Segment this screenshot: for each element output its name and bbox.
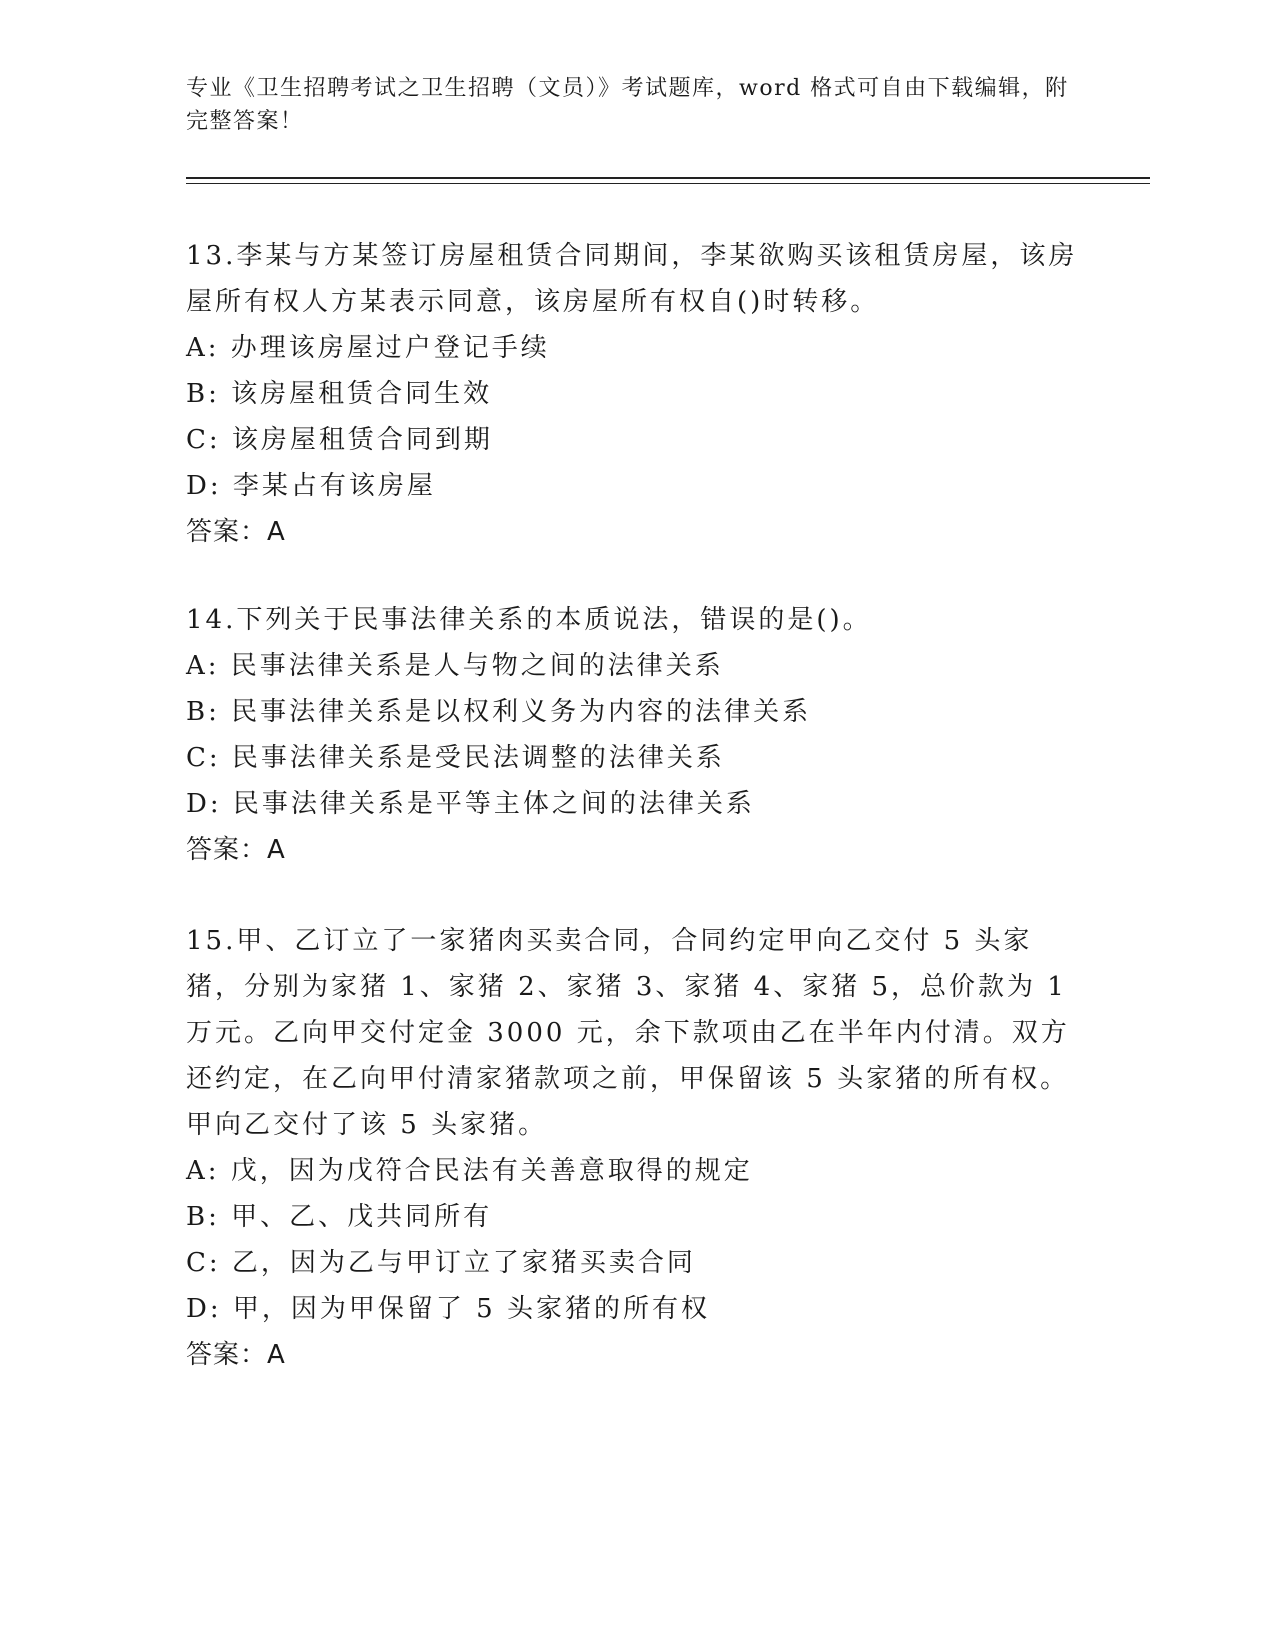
header-divider-top (186, 177, 1150, 179)
answer: 答案：A (186, 1340, 286, 1370)
question-stem: 13.李某与方某签订房屋租赁合同期间，李某欲购买该租赁房屋，该房屋所有权人方某表示同意，该房屋所有权自()时转移。 (186, 241, 1078, 317)
option-c: C: 该房屋租赁合同到期 (186, 425, 493, 455)
question-15 (186, 918, 1086, 1378)
option-d: D: 李某占有该房屋 (186, 471, 436, 501)
option-b: B: 甲、乙、戊共同所有 (186, 1202, 493, 1232)
question-14 (186, 597, 1086, 873)
question-stem: 15.甲、乙订立了一家猪肉买卖合同，合同约定甲向乙交付 5 头家猪，分别为家猪 1、家猪 2、家猪 3、家猪 4、家猪 5，总价款为 1 万元。乙向甲交付定金 3000 元，余下款项由乙在半年内付清。双方还约定，在乙向甲付清家猪款项之前，甲保留该 5 头家猪的所有权。甲向乙交付了该 5 头家猪。 (186, 926, 1079, 1140)
option-d: D: 民事法律关系是平等主体之间的法律关系 (186, 789, 755, 819)
option-c: C: 乙，因为乙与甲订立了家猪买卖合同 (186, 1248, 696, 1278)
answer: 答案：A (186, 517, 286, 547)
document-header: 专业《卫生招聘考试之卫生招聘（文员）》考试题库，word 格式可自由下载编辑，附完整答案！ (186, 76, 1069, 134)
option-b: B: 该房屋租赁合同生效 (186, 379, 493, 409)
answer: 答案：A (186, 835, 286, 865)
header-divider-bottom (186, 183, 1150, 184)
option-d: D: 甲，因为甲保留了 5 头家猪的所有权 (186, 1294, 710, 1324)
question-13 (186, 233, 1086, 555)
option-a: A: 民事法律关系是人与物之间的法律关系 (186, 651, 724, 681)
option-a: A: 办理该房屋过户登记手续 (186, 333, 550, 363)
option-a: A: 戊，因为戊符合民法有关善意取得的规定 (186, 1156, 753, 1186)
question-stem: 14.下列关于民事法律关系的本质说法，错误的是()。 (186, 605, 872, 635)
option-b: B: 民事法律关系是以权利义务为内容的法律关系 (186, 697, 812, 727)
option-c: C: 民事法律关系是受民法调整的法律关系 (186, 743, 725, 773)
